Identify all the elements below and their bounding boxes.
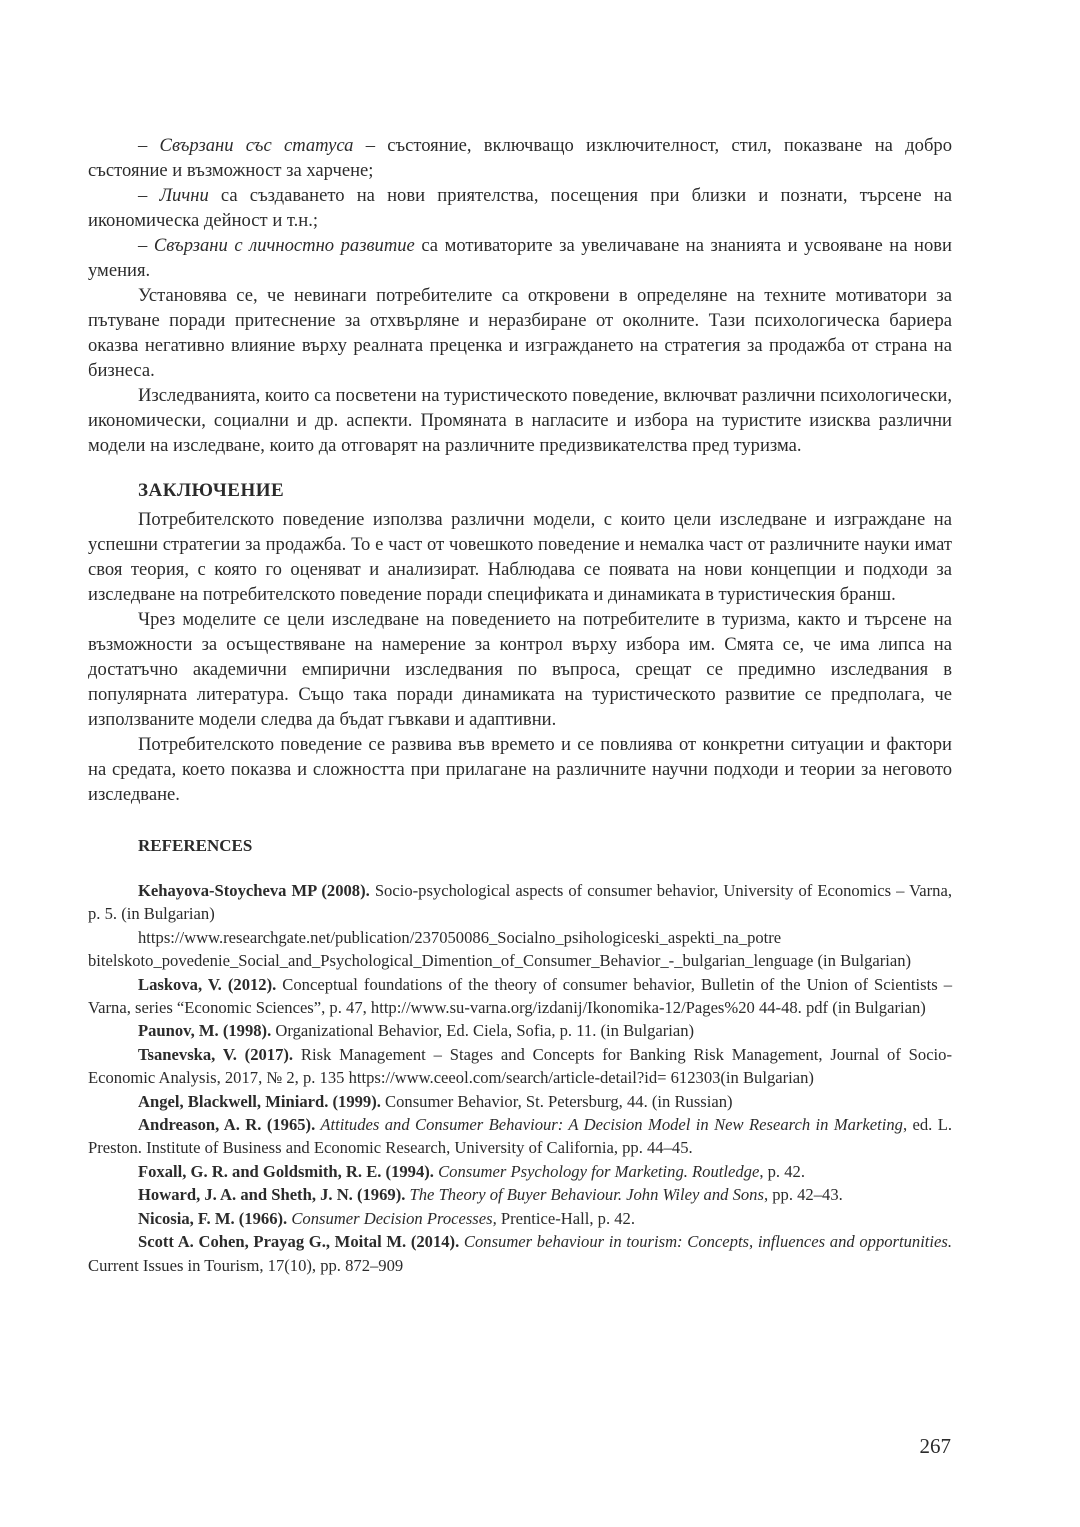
intro-item-development (88, 233, 952, 283)
ref-details: Conceptual foundations of the theory of consumer behavior, Bulletin of the Union of Scientists – Varna, series “Economic Sciences”, p. 47, http://www.su-varna.org/izdanij/Ikonomika-12/Pages%20 44-48. pdf (in Bulgarian) (88, 974, 952, 1018)
ref-author: Andreason, A. R. (1965). (138, 1115, 316, 1135)
ref-details: Socio-psychological aspects of consumer behavior, University of Economics – Varna, p. 5. (in Bulgarian) (88, 881, 952, 924)
intro-item-status (88, 133, 952, 183)
ref-details: Prentice-Hall, p. 42. (496, 1208, 635, 1228)
ref-author: Paunov, M. (1998). (138, 1021, 272, 1041)
ref-author: Howard, J. A. and Sheth, J. N. (1969). (138, 1185, 406, 1205)
conclusion-paragraph: Потребителското поведение използва различни модели, с които цели изследване и изграждане на успешни стратегии за продажба. То е част от човешкото поведение и немалка част от различните науки имат своя теория, с която го оценяват и анализират. Наблюдава се появата на нови концепции и подходи за изследване на потребителското поведение поради спецификата и динамиката в туристическия бранш. (88, 509, 952, 605)
ref-details: , pp. 42–43. (763, 1185, 843, 1205)
ref-title: Attitudes and Consumer Behaviour: A Decision Model in New Research in Marketing (315, 1115, 903, 1135)
ref-details: Current Issues in Tourism, 17(10), pp. 872–909 (88, 1255, 404, 1275)
intro-item-personal (88, 183, 952, 233)
ref-title: Consumer Psychology for Marketing. Routledge (433, 1161, 760, 1181)
reference-item (88, 1183, 952, 1206)
ref-author: Angel, Blackwell, Miniard. (1999). (138, 1091, 381, 1111)
ref-author: Kehayova-Stoycheva MP (2008). (138, 881, 370, 900)
item-term: – Лични (138, 185, 209, 206)
conclusion-heading: ЗАКЛЮЧЕНИЕ (138, 480, 285, 501)
page-number: 267 (919, 1434, 951, 1458)
ref-title: Consumer behaviour in tourism: Concepts, influences and opportunities. (459, 1232, 953, 1252)
body-paragraph: Установява се, че невинаги потребителите са откровени в определяне на техните мотиватори за пътуване поради притеснение за отхвърляне и неразбиране от околните. Тази психологическа бариера оказва негативно влияние върху реалната преценка и изграждането на стратегия за продажба от страна на бизнеса. (88, 285, 952, 381)
ref-details: , p. 42. (759, 1161, 805, 1181)
ref-author: Tsanevska, V. (2017). (138, 1044, 294, 1064)
item-text: – състояние, включващо изключителност, стил, показване на добро състояние и възможност за харчене; (88, 135, 952, 181)
reference-item (88, 1043, 952, 1090)
item-text: са мотиваторите за увеличаване на знанията и усвояване на нови умения. (88, 235, 952, 281)
reference-item (88, 1019, 952, 1042)
ref-title: Consumer Decision Processes, (287, 1208, 497, 1228)
ref-author: Foxall, G. R. and Goldsmith, R. E. (1994). (138, 1161, 434, 1181)
item-term: – Свързани със статуса (138, 135, 354, 156)
ref-url: https://www.researchgate.net/publication/237050086_Socialno_psihologiceski_aspekti_na_potre bitelskoto_povedenie_Social_and_Psychological_Dimention_of_Consumer_Behavior_-_bulgarian_lenguage (in Bulgarian) (88, 927, 912, 971)
ref-author: Nicosia, F. M. (1966). (138, 1208, 288, 1228)
reference-item (88, 879, 952, 926)
ref-details: , ed. L. Preston. Institute of Business and Economic Research, University of California, pp. 44–45. (88, 1115, 952, 1158)
reference-item (88, 1113, 952, 1160)
page-body (88, 133, 952, 1277)
ref-author: Scott A. Cohen, Prayag G., Moital M. (2014). (138, 1232, 460, 1252)
reference-item (88, 973, 952, 1020)
item-text: са създаването на нови приятелства, посещения при близки и познати, търсене на икономическа дейност и т.н.; (88, 185, 952, 231)
conclusion-paragraph: Чрез моделите се цели изследване на поведението на потребителите в туризма, както и търсене на възможности за осъществяване на намерение за контрол върху избора им. Смята се, че има липса на достатъчно академични емпирични изследвания по въпроса, срещат се предимно изследвания в популярната литература. Също така поради динамиката на туристическото развитие се предполага, че използваните модели следва да бъдат гъвкави и адаптивни. (88, 609, 952, 730)
body-paragraph: Изследванията, които са посветени на туристическото поведение, включват различни психологически, икономически, социални и др. аспекти. Промяната в нагласите и избора на туристите изисква различни модели на изследване, които да отговарят на различните предизвикателства пред туризма. (88, 385, 952, 456)
item-term: – Свързани с личностно развитие (138, 235, 415, 256)
reference-item (88, 1160, 952, 1183)
references-heading: REFERENCES (138, 836, 253, 855)
reference-item (88, 1207, 952, 1230)
reference-item (88, 926, 952, 973)
reference-item (88, 1230, 952, 1277)
ref-details: Organizational Behavior, Ed. Ciela, Sofia, p. 11. (in Bulgarian) (271, 1021, 695, 1041)
reference-list (88, 879, 952, 1277)
ref-author: Laskova, V. (2012). (138, 974, 277, 994)
ref-details: Consumer Behavior, St. Petersburg, 44. (in Russian) (380, 1091, 733, 1111)
reference-item (88, 1090, 952, 1113)
ref-details: Risk Management – Stages and Concepts for Banking Risk Management, Journal of Socio-Economic Analysis, 2017, № 2, p. 135 https://www.ceeol.com/search/article-detail?id= 612303(in Bulgarian) (88, 1044, 952, 1088)
ref-title: The Theory of Buyer Behaviour. John Wiley and Sons (405, 1185, 764, 1205)
conclusion-paragraph: Потребителското поведение се развива във времето и се повлиява от конкретни ситуации и фактори на средата, което показва и сложността при прилагане на различните научни подходи и теории за неговото изследване. (88, 734, 952, 805)
